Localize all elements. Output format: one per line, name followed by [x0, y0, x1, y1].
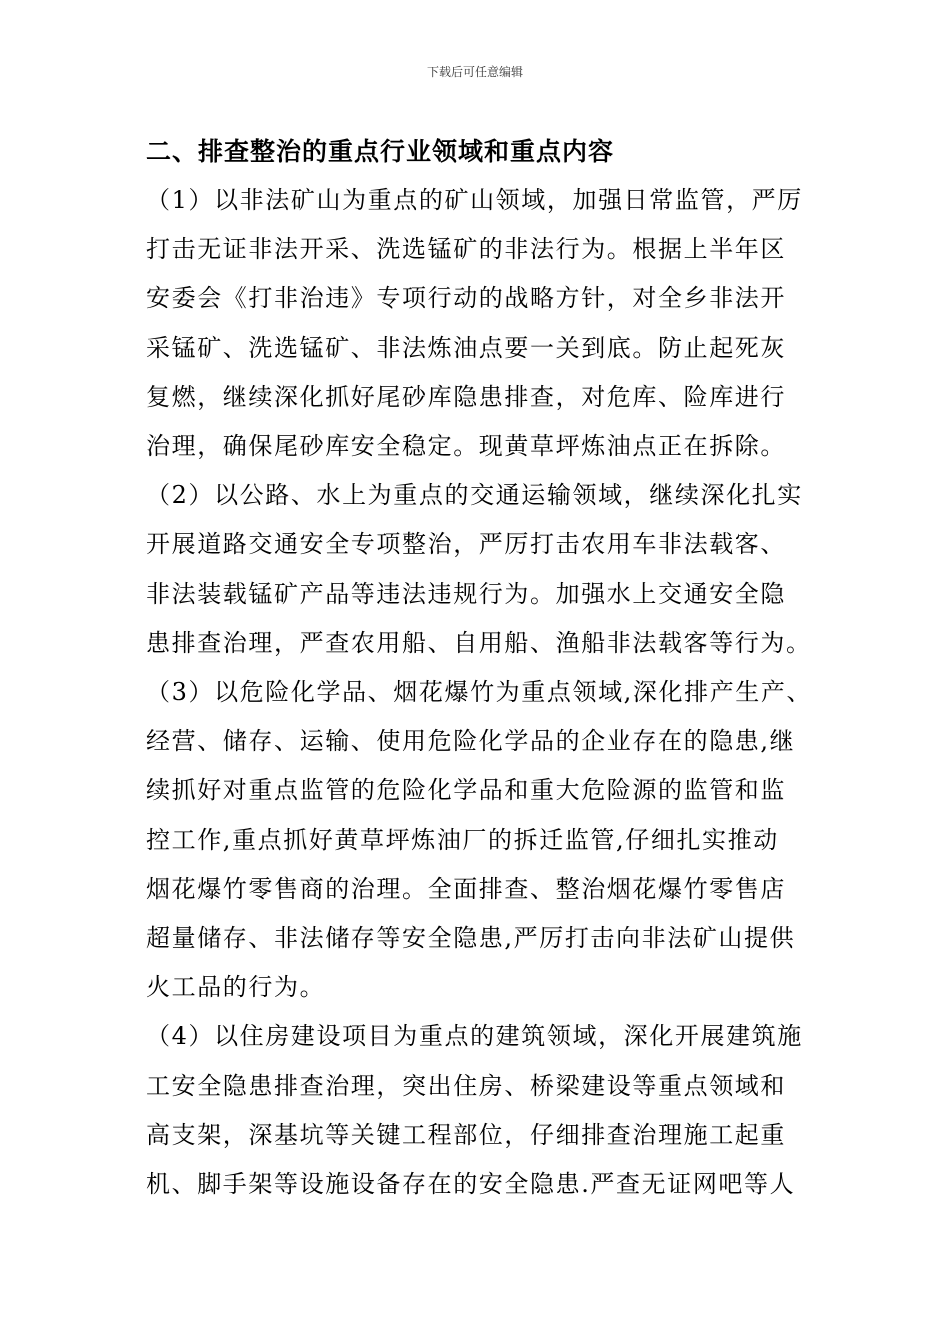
paragraph-mining	[146, 176, 826, 471]
text-line: 非法装载锰矿产品等违法违规行为。加强水上交通安全隐	[146, 579, 786, 608]
document-body	[146, 128, 826, 1209]
text-line: （2）以公路、水上为重点的交通运输领域，继续深化扎实	[146, 481, 803, 510]
text-line: 治理，确保尾砂库安全稳定。现黄草坪炼油点正在拆除。	[146, 432, 786, 461]
text-line: （4）以住房建设项目为重点的建筑领域，深化开展建筑施	[146, 1022, 803, 1051]
text-line: 开展道路交通安全专项整治，严厉打击农用车非法载客、	[146, 530, 786, 559]
text-line: 烟花爆竹零售商的治理。全面排查、整治烟花爆竹零售店	[146, 874, 786, 903]
text-line: 控工作,重点抓好黄草坪炼油厂的拆迁监管,仔细扎实推动	[146, 825, 779, 854]
text-line: 患排查治理，严查农用船、自用船、渔船非法载客等行为。	[146, 628, 812, 657]
text-line: 火工品的行为。	[146, 973, 326, 1002]
paragraph-construction	[146, 1012, 826, 1209]
text-line: 工安全隐患排查治理，突出住房、桥梁建设等重点领域和	[146, 1071, 786, 1100]
text-line: （1）以非法矿山为重点的矿山领域，加强日常监管，严厉	[146, 186, 803, 214]
text-line: 超量储存、非法储存等安全隐患,严厉打击向非法矿山提供	[146, 924, 796, 953]
text-line: 安委会《打非治违》专项行动的战略方针，对全乡非法开	[146, 284, 786, 313]
text-line: （3）以危险化学品、烟花爆竹为重点领域,深化排产生产、	[146, 678, 813, 707]
paragraph-transport	[146, 471, 826, 668]
text-line: 续抓好对重点监管的危险化学品和重大危险源的监管和监	[146, 776, 786, 805]
paragraph-hazardous-chemicals	[146, 668, 826, 1012]
section-heading: 二、排查整治的重点行业领域和重点内容	[146, 137, 615, 166]
text-line: 采锰矿、洗选锰矿、非法炼油点要一关到底。防止起死灰	[146, 333, 786, 362]
text-line: 复燃，继续深化抓好尾砂库隐患排查，对危库、险库进行	[146, 382, 786, 411]
text-line: 打击无证非法开采、洗选锰矿的非法行为。根据上半年区	[146, 235, 786, 264]
text-line: 机、脚手架等设施设备存在的安全隐患.严查无证网吧等人	[146, 1170, 796, 1199]
text-line: 高支架，深基坑等关键工程部位，仔细排查治理施工起重	[146, 1120, 786, 1149]
page-header: 下载后可任意编辑	[426, 65, 523, 79]
text-line: 经营、储存、运输、使用危险化学品的企业存在的隐患,继	[146, 727, 796, 756]
